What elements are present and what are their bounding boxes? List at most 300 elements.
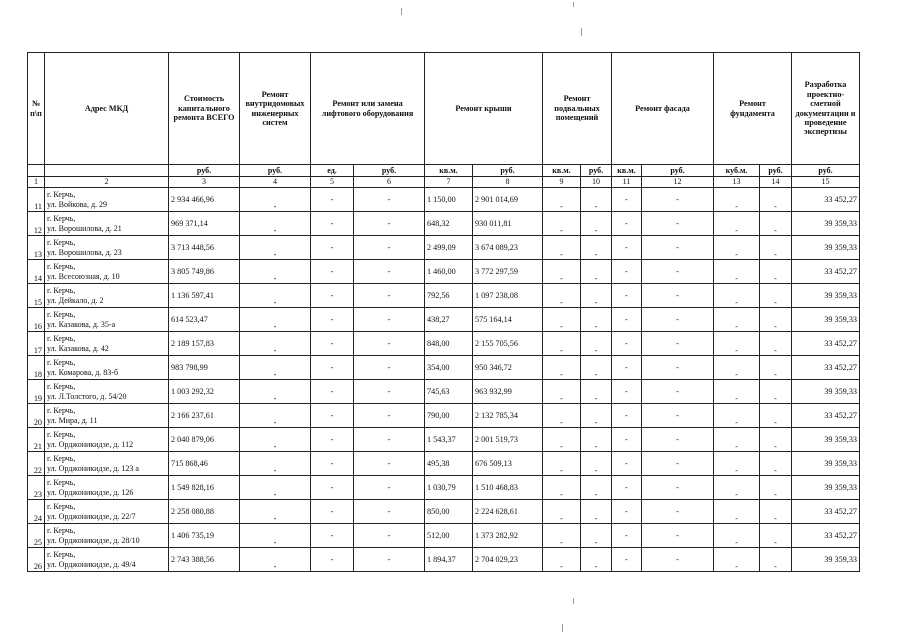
scan-mark (581, 28, 582, 36)
lift-units-cell: - (311, 284, 354, 308)
lift-cost-cell: - (354, 380, 425, 404)
address-city: г. Керчь, (47, 382, 76, 392)
engineering-cost-cell: - (240, 404, 311, 428)
facade-area-cell: - (612, 332, 642, 356)
unit-label: руб. (354, 165, 425, 177)
lift-units-cell: - (311, 332, 354, 356)
address-city: г. Керчь, (47, 550, 76, 560)
foundation-volume-cell: - (714, 308, 760, 332)
roof-cost-cell: 3 772 297,59 (473, 260, 543, 284)
table-row (28, 284, 860, 308)
lift-units-cell: - (311, 308, 354, 332)
address-street: ул. Орджоникидзе, д. 49/4 (47, 559, 136, 569)
foundation-volume-cell: - (714, 236, 760, 260)
roof-area-cell: 1 150,00 (425, 188, 473, 212)
engineering-cost-cell: - (240, 332, 311, 356)
basement-area-cell: - (543, 452, 581, 476)
foundation-cost-cell: - (760, 524, 792, 548)
address-cell (45, 452, 169, 476)
table-row (28, 476, 860, 500)
lift-units-cell: - (311, 428, 354, 452)
scan-mark (401, 8, 402, 15)
address-city: г. Керчь, (47, 478, 76, 488)
row-number: 19 (28, 380, 45, 404)
basement-cost-cell: - (581, 236, 612, 260)
basement-cost-cell: - (581, 476, 612, 500)
roof-cost-cell: 2 224 628,61 (473, 500, 543, 524)
address-street: ул. Орджоникидзе, д. 112 (47, 439, 134, 449)
lift-units-cell: - (311, 236, 354, 260)
foundation-cost-cell: - (760, 452, 792, 476)
foundation-volume-cell: - (714, 404, 760, 428)
address-city: г. Керчь, (47, 406, 76, 416)
facade-area-cell: - (612, 308, 642, 332)
total-cost-cell: 3 805 749,86 (169, 260, 240, 284)
design-cost-cell: 39 359,33 (792, 380, 860, 404)
facade-area-cell: - (612, 404, 642, 428)
foundation-cost-cell: - (760, 404, 792, 428)
roof-cost-cell: 2 132 785,34 (473, 404, 543, 428)
lift-units-cell: - (311, 500, 354, 524)
address-street: ул. Орджоникидзе, д. 22/7 (47, 511, 136, 521)
lift-units-cell: - (311, 524, 354, 548)
row-number: 17 (28, 332, 45, 356)
design-cost-cell: 39 359,33 (792, 476, 860, 500)
lift-units-cell: - (311, 380, 354, 404)
address-cell (45, 356, 169, 380)
table-row (28, 260, 860, 284)
design-cost-cell: 33 452,27 (792, 260, 860, 284)
address-city: г. Керчь, (47, 502, 76, 512)
unit-label: кв.м. (543, 165, 581, 177)
facade-area-cell: - (612, 236, 642, 260)
header-roof: Ремонт крыши (425, 53, 543, 165)
table-row (28, 380, 860, 404)
foundation-volume-cell: - (714, 212, 760, 236)
column-numbers-row (28, 177, 860, 188)
table-row (28, 452, 860, 476)
lift-cost-cell: - (354, 548, 425, 572)
roof-cost-cell: 2 704 029,23 (473, 548, 543, 572)
basement-cost-cell: - (581, 332, 612, 356)
design-cost-cell: 33 452,27 (792, 500, 860, 524)
header-engineering-systems: Ремонт внутридомовых инженерных систем (240, 53, 311, 165)
lift-cost-cell: - (354, 500, 425, 524)
foundation-cost-cell: - (760, 332, 792, 356)
roof-cost-cell: 676 509,13 (473, 452, 543, 476)
row-number: 22 (28, 452, 45, 476)
column-number: 11 (612, 177, 642, 188)
address-city: г. Керчь, (47, 262, 76, 272)
lift-units-cell: - (311, 356, 354, 380)
address-street: ул. Дейкало, д. 2 (47, 295, 104, 305)
roof-area-cell: 438,27 (425, 308, 473, 332)
header-num: № п\п (28, 53, 45, 165)
column-number: 1 (28, 177, 45, 188)
row-number: 16 (28, 308, 45, 332)
address-city: г. Керчь, (47, 430, 76, 440)
facade-cost-cell: - (642, 524, 714, 548)
lift-cost-cell: - (354, 308, 425, 332)
units-row (28, 165, 860, 177)
facade-area-cell: - (612, 260, 642, 284)
address-cell (45, 308, 169, 332)
address-street: ул. Казакова, д. 35-а (47, 319, 116, 329)
table-row (28, 332, 860, 356)
lift-units-cell: - (311, 452, 354, 476)
foundation-cost-cell: - (760, 212, 792, 236)
facade-area-cell: - (612, 548, 642, 572)
basement-area-cell: - (543, 548, 581, 572)
address-cell (45, 188, 169, 212)
total-cost-cell: 1 549 828,16 (169, 476, 240, 500)
scan-mark (573, 2, 574, 7)
roof-area-cell: 2 499,09 (425, 236, 473, 260)
row-number: 15 (28, 284, 45, 308)
address-cell (45, 284, 169, 308)
roof-area-cell: 354,00 (425, 356, 473, 380)
foundation-volume-cell: - (714, 188, 760, 212)
foundation-volume-cell: - (714, 524, 760, 548)
unit-label: руб. (473, 165, 543, 177)
foundation-cost-cell: - (760, 308, 792, 332)
design-cost-cell: 33 452,27 (792, 524, 860, 548)
total-cost-cell: 3 713 448,56 (169, 236, 240, 260)
address-cell (45, 548, 169, 572)
address-street: ул. Ворошилова, д. 23 (47, 247, 122, 257)
facade-cost-cell: - (642, 404, 714, 428)
basement-cost-cell: - (581, 356, 612, 380)
basement-area-cell: - (543, 524, 581, 548)
roof-area-cell: 1 030,79 (425, 476, 473, 500)
row-number: 11 (28, 188, 45, 212)
basement-area-cell: - (543, 188, 581, 212)
engineering-cost-cell: - (240, 380, 311, 404)
lift-cost-cell: - (354, 236, 425, 260)
address-city: г. Керчь, (47, 526, 76, 536)
facade-area-cell: - (612, 380, 642, 404)
address-city: г. Керчь, (47, 190, 76, 200)
basement-area-cell: - (543, 332, 581, 356)
address-street: ул. Орджоникидзе, д. 126 (47, 487, 134, 497)
facade-cost-cell: - (642, 212, 714, 236)
basement-area-cell: - (543, 212, 581, 236)
foundation-cost-cell: - (760, 380, 792, 404)
table-row (28, 212, 860, 236)
facade-cost-cell: - (642, 452, 714, 476)
address-street: ул. Всесоюзная, д. 10 (47, 271, 120, 281)
table-row (28, 524, 860, 548)
total-cost-cell: 715 868,46 (169, 452, 240, 476)
facade-cost-cell: - (642, 308, 714, 332)
unit-label: руб. (792, 165, 860, 177)
header-basement: Ремонт подвальных помещений (543, 53, 612, 165)
roof-cost-cell: 2 001 519,73 (473, 428, 543, 452)
foundation-volume-cell: - (714, 452, 760, 476)
lift-units-cell: - (311, 476, 354, 500)
lift-cost-cell: - (354, 332, 425, 356)
address-cell (45, 236, 169, 260)
design-cost-cell: 39 359,33 (792, 308, 860, 332)
foundation-volume-cell: - (714, 548, 760, 572)
foundation-volume-cell: - (714, 428, 760, 452)
table-body (28, 188, 860, 572)
row-number: 25 (28, 524, 45, 548)
unit-label: руб. (240, 165, 311, 177)
engineering-cost-cell: - (240, 308, 311, 332)
unit-label: кв.м. (425, 165, 473, 177)
foundation-volume-cell: - (714, 284, 760, 308)
lift-cost-cell: - (354, 212, 425, 236)
foundation-cost-cell: - (760, 236, 792, 260)
address-city: г. Керчь, (47, 310, 76, 320)
facade-area-cell: - (612, 476, 642, 500)
row-number: 23 (28, 476, 45, 500)
address-city: г. Керчь, (47, 286, 76, 296)
header-total-cost: Стоимость капитального ремонта ВСЕГО (169, 53, 240, 165)
roof-area-cell: 790,00 (425, 404, 473, 428)
design-cost-cell: 33 452,27 (792, 404, 860, 428)
header-address: Адрес МКД (45, 53, 169, 165)
design-cost-cell: 33 452,27 (792, 356, 860, 380)
foundation-volume-cell: - (714, 380, 760, 404)
lift-cost-cell: - (354, 260, 425, 284)
column-number: 4 (240, 177, 311, 188)
roof-cost-cell: 930 011,81 (473, 212, 543, 236)
row-number: 21 (28, 428, 45, 452)
facade-cost-cell: - (642, 260, 714, 284)
engineering-cost-cell: - (240, 188, 311, 212)
lift-units-cell: - (311, 188, 354, 212)
row-number: 12 (28, 212, 45, 236)
facade-cost-cell: - (642, 236, 714, 260)
address-cell (45, 524, 169, 548)
roof-area-cell: 1 543,37 (425, 428, 473, 452)
basement-area-cell: - (543, 428, 581, 452)
facade-cost-cell: - (642, 548, 714, 572)
total-cost-cell: 2 743 388,56 (169, 548, 240, 572)
unit-label: ед. (311, 165, 354, 177)
facade-area-cell: - (612, 356, 642, 380)
facade-area-cell: - (612, 524, 642, 548)
table-row (28, 356, 860, 380)
lift-cost-cell: - (354, 452, 425, 476)
column-number: 8 (473, 177, 543, 188)
roof-area-cell: 850,00 (425, 500, 473, 524)
column-number: 7 (425, 177, 473, 188)
roof-area-cell: 848,00 (425, 332, 473, 356)
engineering-cost-cell: - (240, 500, 311, 524)
total-cost-cell: 2 934 466,96 (169, 188, 240, 212)
basement-area-cell: - (543, 500, 581, 524)
basement-area-cell: - (543, 260, 581, 284)
table-row (28, 548, 860, 572)
design-cost-cell: 33 452,27 (792, 332, 860, 356)
address-street: ул. Орджоникидзе, д. 123 а (47, 463, 139, 473)
engineering-cost-cell: - (240, 452, 311, 476)
roof-area-cell: 1 894,37 (425, 548, 473, 572)
roof-area-cell: 1 460,00 (425, 260, 473, 284)
foundation-cost-cell: - (760, 260, 792, 284)
basement-area-cell: - (543, 236, 581, 260)
facade-cost-cell: - (642, 332, 714, 356)
facade-area-cell: - (612, 500, 642, 524)
facade-area-cell: - (612, 452, 642, 476)
lift-cost-cell: - (354, 356, 425, 380)
header-facade: Ремонт фасада (612, 53, 714, 165)
row-number: 14 (28, 260, 45, 284)
address-cell (45, 500, 169, 524)
total-cost-cell: 2 258 080,88 (169, 500, 240, 524)
unit-label: руб. (581, 165, 612, 177)
address-cell (45, 260, 169, 284)
address-city: г. Керчь, (47, 334, 76, 344)
facade-cost-cell: - (642, 476, 714, 500)
address-city: г. Керчь, (47, 238, 76, 248)
engineering-cost-cell: - (240, 356, 311, 380)
basement-cost-cell: - (581, 428, 612, 452)
basement-area-cell: - (543, 380, 581, 404)
foundation-cost-cell: - (760, 428, 792, 452)
basement-cost-cell: - (581, 500, 612, 524)
basement-cost-cell: - (581, 524, 612, 548)
foundation-cost-cell: - (760, 356, 792, 380)
foundation-cost-cell: - (760, 500, 792, 524)
engineering-cost-cell: - (240, 284, 311, 308)
roof-cost-cell: 963 932,99 (473, 380, 543, 404)
roof-cost-cell: 2 901 014,69 (473, 188, 543, 212)
unit-label: куб.м. (714, 165, 760, 177)
table-row (28, 428, 860, 452)
basement-cost-cell: - (581, 548, 612, 572)
basement-cost-cell: - (581, 452, 612, 476)
lift-cost-cell: - (354, 188, 425, 212)
total-cost-cell: 983 798,99 (169, 356, 240, 380)
lift-units-cell: - (311, 212, 354, 236)
foundation-cost-cell: - (760, 476, 792, 500)
design-cost-cell: 39 359,33 (792, 284, 860, 308)
address-street: ул. Орджоникидзе, д. 28/10 (47, 535, 140, 545)
facade-cost-cell: - (642, 428, 714, 452)
lift-cost-cell: - (354, 284, 425, 308)
facade-area-cell: - (612, 428, 642, 452)
roof-cost-cell: 2 155 705,56 (473, 332, 543, 356)
row-number: 24 (28, 500, 45, 524)
facade-cost-cell: - (642, 380, 714, 404)
basement-cost-cell: - (581, 404, 612, 428)
design-cost-cell: 39 359,33 (792, 428, 860, 452)
lift-units-cell: - (311, 404, 354, 428)
basement-area-cell: - (543, 476, 581, 500)
scan-mark (562, 624, 563, 632)
basement-area-cell: - (543, 308, 581, 332)
engineering-cost-cell: - (240, 524, 311, 548)
address-cell (45, 212, 169, 236)
table-row (28, 308, 860, 332)
roof-area-cell: 512,00 (425, 524, 473, 548)
address-cell (45, 428, 169, 452)
row-number: 20 (28, 404, 45, 428)
column-number: 12 (642, 177, 714, 188)
address-cell (45, 332, 169, 356)
address-street: ул. Казакова, д. 42 (47, 343, 109, 353)
unit-label: руб. (760, 165, 792, 177)
engineering-cost-cell: - (240, 548, 311, 572)
lift-cost-cell: - (354, 404, 425, 428)
foundation-volume-cell: - (714, 260, 760, 284)
column-number: 5 (311, 177, 354, 188)
basement-area-cell: - (543, 404, 581, 428)
address-street: ул. Ворошилова, д. 21 (47, 223, 122, 233)
scan-mark (573, 598, 574, 604)
lift-units-cell: - (311, 548, 354, 572)
roof-cost-cell: 3 674 089,23 (473, 236, 543, 260)
foundation-volume-cell: - (714, 500, 760, 524)
row-number: 18 (28, 356, 45, 380)
engineering-cost-cell: - (240, 476, 311, 500)
table-row (28, 236, 860, 260)
address-cell (45, 380, 169, 404)
design-cost-cell: 33 452,27 (792, 188, 860, 212)
column-number: 3 (169, 177, 240, 188)
design-cost-cell: 39 359,33 (792, 548, 860, 572)
header-lift: Ремонт или замена лифтового оборудования (311, 53, 425, 165)
basement-area-cell: - (543, 284, 581, 308)
address-city: г. Керчь, (47, 358, 76, 368)
address-cell (45, 404, 169, 428)
engineering-cost-cell: - (240, 212, 311, 236)
facade-cost-cell: - (642, 356, 714, 380)
basement-cost-cell: - (581, 260, 612, 284)
basement-cost-cell: - (581, 380, 612, 404)
unit-label: руб. (169, 165, 240, 177)
roof-cost-cell: 950 346,72 (473, 356, 543, 380)
foundation-volume-cell: - (714, 476, 760, 500)
facade-area-cell: - (612, 212, 642, 236)
basement-area-cell: - (543, 356, 581, 380)
unit-label: руб. (642, 165, 714, 177)
design-cost-cell: 39 359,33 (792, 236, 860, 260)
column-number: 2 (45, 177, 169, 188)
capital-repair-table (27, 52, 860, 572)
address-street: ул. Л.Толстого, д. 54/20 (47, 391, 127, 401)
row-number: 13 (28, 236, 45, 260)
design-cost-cell: 39 359,33 (792, 212, 860, 236)
header-foundation: Ремонт фундамента (714, 53, 792, 165)
table-row (28, 500, 860, 524)
roof-cost-cell: 1 097 238,08 (473, 284, 543, 308)
total-cost-cell: 2 040 879,06 (169, 428, 240, 452)
address-street: ул. Мира, д. 11 (47, 415, 98, 425)
lift-cost-cell: - (354, 476, 425, 500)
column-number: 14 (760, 177, 792, 188)
roof-area-cell: 648,32 (425, 212, 473, 236)
roof-area-cell: 792,56 (425, 284, 473, 308)
unit-label: кв.м. (612, 165, 642, 177)
facade-area-cell: - (612, 284, 642, 308)
lift-cost-cell: - (354, 524, 425, 548)
engineering-cost-cell: - (240, 236, 311, 260)
address-street: ул. Комарова, д. 83-б (47, 367, 119, 377)
foundation-cost-cell: - (760, 188, 792, 212)
column-number: 9 (543, 177, 581, 188)
row-number: 26 (28, 548, 45, 572)
total-cost-cell: 2 166 237,61 (169, 404, 240, 428)
foundation-volume-cell: - (714, 332, 760, 356)
facade-area-cell: - (612, 188, 642, 212)
table-row (28, 404, 860, 428)
table-header-row (28, 53, 860, 165)
